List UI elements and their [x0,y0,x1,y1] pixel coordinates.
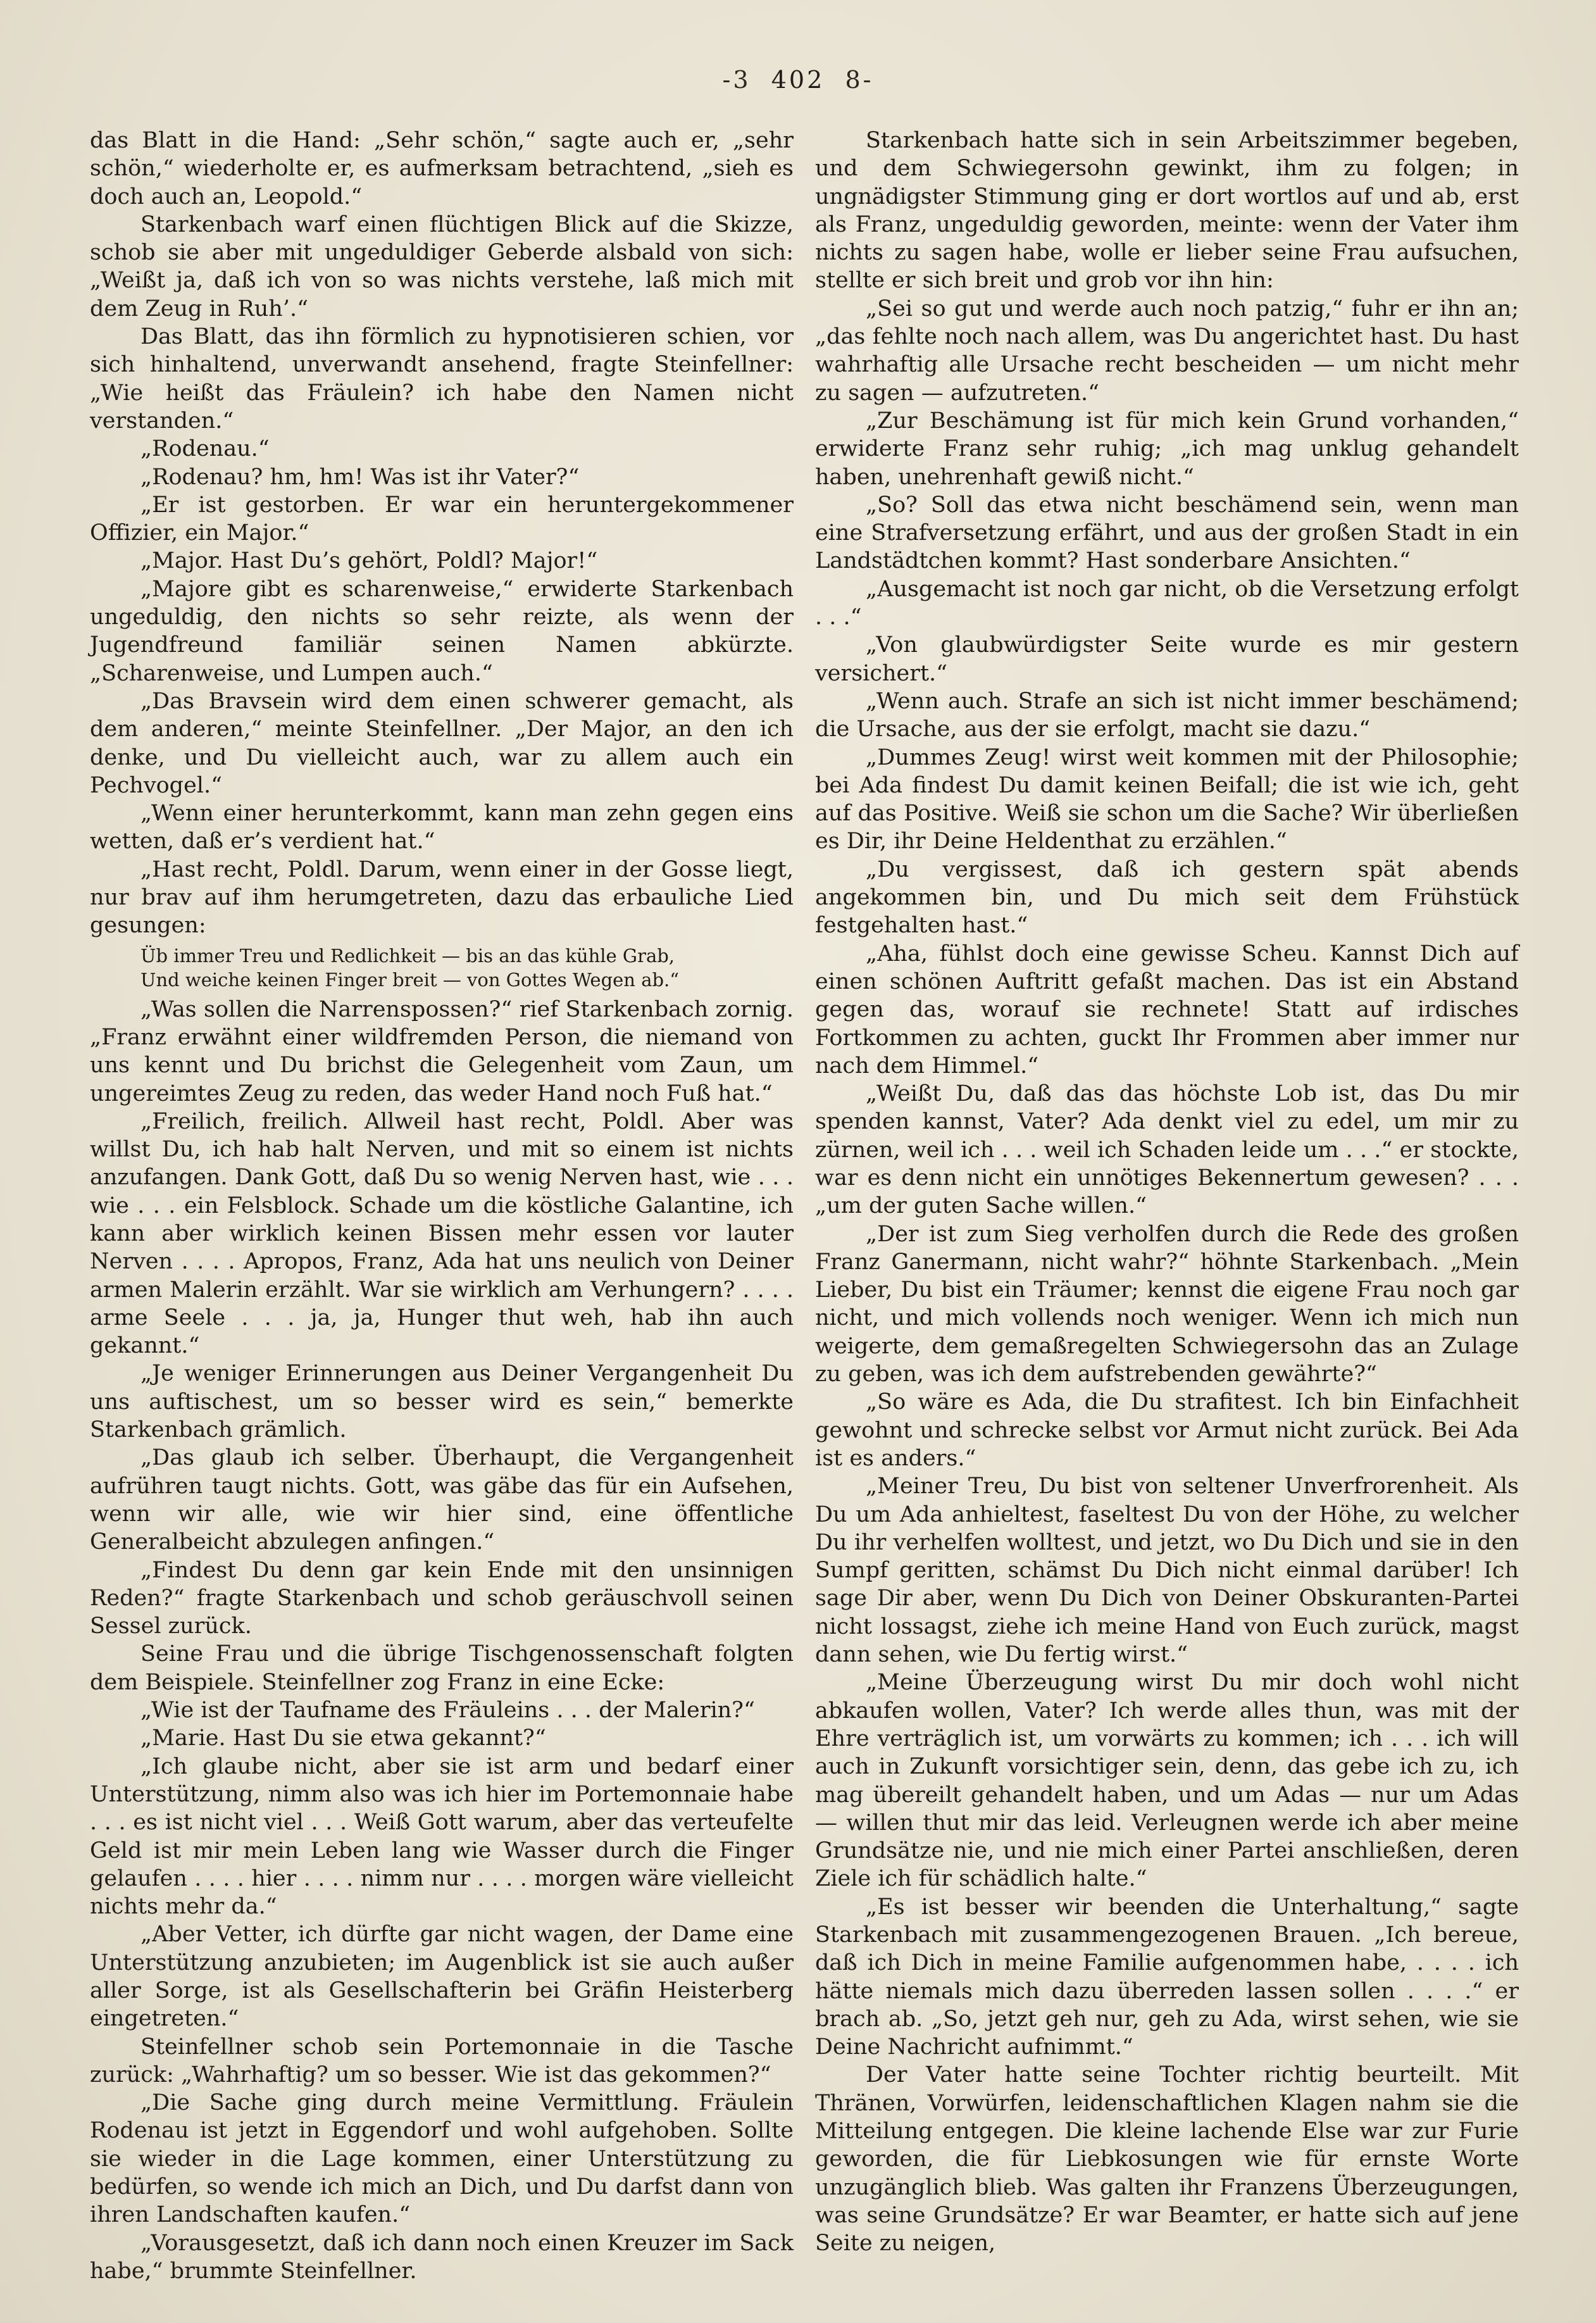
paragraph: „Aber Vetter, ich dürfte gar nicht wagen, der Dame eine Unterstützung anzubieten; im Augenblick ist sie auch außer aller Sorge, ist als Gesellschafterin bei Gräfin Heisterberg eingetreten.“ [90,1922,794,2032]
paragraph: „Ich glaube nicht, aber sie ist arm und bedarf einer Unterstützung, nimm also was ich hier im Portemonnaie habe . . . es ist nicht viel . . . Weiß Gott warum, aber das verteufelte Geld ist mir mein Leben lang wie Wasser durch die Finger gelaufen . . . . hier . . . . nimm nur . . . . morgen wäre vielleicht nichts mehr da.“ [90,1753,794,1920]
verse-line: Und weiche keinen Finger breit — von Gottes Wegen ab.“ [140,968,680,991]
paragraph: „Du vergissest, daß ich gestern spät abends angekommen bin, und Du mich seit dem Frühstück festgehalten hast.“ [815,856,1519,939]
verse-quote [140,944,794,992]
paragraph: „Es ist besser wir beenden die Unterhaltung,“ sagte Starkenbach mit zusammengezogenen Brauen. „Ich bereue, daß ich Dich in meine Familie aufgenommen habe, . . . . ich hätte niemals mich dazu überreden lassen sollen . . . .“ er brach ab. „So, jetzt geh nur, geh zu Ada, wirst sehen, wie sie Deine Nachricht aufnimmt.“ [815,1894,1519,2060]
paragraph: „Meiner Treu, Du bist von seltener Unverfrorenheit. Als Du um Ada anhieltest, faseltest Du von der Höhe, zu welcher Du ihr verhelfen wolltest, und jetzt, wo Du Dich und sie in den Sumpf geritten, schämst Du Dich nicht einmal darüber! Ich sage Dir aber, wenn Du Dich von Deiner Obskuranten-Partei nicht lossagst, ziehe ich meine Hand von Euch zurück, magst dann sehen, wie Du fertig wirst.“ [815,1474,1519,1668]
paragraph: „Dummes Zeug! wirst weit kommen mit der Philosophie; bei Ada findest Du damit keinen Beifall; die ist wie ich, geht auf das Positive. Weiß sie schon um die Sache? Wir überließen es Dir, ihr Deine Heldenthat zu erzählen.“ [815,744,1519,855]
paragraph: „Wie ist der Taufname des Fräuleins . . . der Malerin?“ [140,1698,755,1724]
paragraph: „Findest Du denn gar kein Ende mit den unsinnigen Reden?“ fragte Starkenbach und schob geräuschvoll seinen Sessel zurück. [90,1557,794,1639]
paragraph: „Vorausgesetzt, daß ich dann noch einen Kreuzer im Sack habe,“ brummte Steinfellner. [90,2230,794,2284]
paragraph: Starkenbach warf einen flüchtigen Blick auf die Skizze, schob sie aber mit ungeduldiger Geberde alsbald von sich: „Weißt ja, daß ich von so was nichts verstehe, laß mich mit dem Zeug in Ruh’.“ [90,211,794,322]
paragraph: das Blatt in die Hand: „Sehr schön,“ sagte auch er, „sehr schön,“ wiederholte er, es aufmerksam betrachtend, „sieh es doch auch an, Leopold.“ [90,128,794,210]
page-header [0,66,1596,94]
paragraph: „Rodenau? hm, hm! Was ist ihr Vater?“ [140,464,580,490]
paragraph: „Aha, fühlst doch eine gewisse Scheu. Kannst Dich auf einen schönen Auftritt gefaßt machen. Das ist ein Abstand gegen das, worauf sie rechnete! Statt auf irdisches Fortkommen zu achten, guckt Ihr Frommen aber immer nur nach dem Himmel.“ [815,941,1519,1079]
paragraph: „Weißt Du, daß das das höchste Lob ist, das Du mir spenden kannst, Vater? Ada denkt viel zu edel, um mir zu zürnen, weil ich . . . weil ich Schaden leide um . . .“ er stockte, war es denn nicht ein unnötiges Bekennertum gewesen? . . . „um der guten Sache willen.“ [815,1081,1519,1219]
paragraph: „Major. Hast Du’s gehört, Poldl? Major!“ [140,548,598,574]
paragraph: „Majore gibt es scharenweise,“ erwiderte Starkenbach ungeduldig, den nichts so sehr reizte, als wenn der Jugendfreund familiär seinen Namen abkürzte. „Scharenweise, und Lumpen auch.“ [90,576,794,686]
paragraph: „Marie. Hast Du sie etwa gekannt?“ [140,1725,546,1751]
paragraph: „Freilich, freilich. Allweil hast recht, Poldl. Aber was willst Du, ich hab halt Nerven, und mit so einem ist nichts anzufangen. Dank Gott, daß Du so wenig Nerven hast, wie . . . wie . . . ein Felsblock. Schade um die köstliche Galantine, ich kann aber wirklich keinen Bissen mehr essen vor lauter Nerven . . . . Apropos, Franz, Ada hat uns neulich von Deiner armen Malerin erzählt. War sie wirklich am Verhungern? . . . . arme Seele . . . ja, ja, Hunger thut weh, hab ihn auch gekannt.“ [90,1108,794,1359]
paragraph: „Der ist zum Sieg verholfen durch die Rede des großen Franz Ganermann, nicht wahr?“ höhnte Starkenbach. „Mein Lieber, Du bist ein Träumer; kennst die eigene Frau noch gar nicht, und mich vollends noch weniger. Wenn ich mich nun weigerte, dem gemaßregelten Schwiegersohn das an Zulage zu geben, was ich dem aufstrebenden gewährte?“ [815,1221,1519,1387]
left-ornament: -3 [722,66,751,94]
paragraph: „Das Bravsein wird dem einen schwerer gemacht, als dem anderen,“ meinte Steinfellner. „Der Major, an den ich denke, und Du vielleicht auch, war zu allem auch ein Pechvogel.“ [90,688,794,798]
paragraph: „Ausgemacht ist noch gar nicht, ob die Versetzung erfolgt . . .“ [815,576,1519,630]
left-column [90,127,794,2285]
paragraph: „Von glaubwürdigster Seite wurde es mir gestern versichert.“ [815,632,1519,686]
paragraph: Seine Frau und die übrige Tischgenossenschaft folgten dem Beispiele. Steinfellner zog Franz in eine Ecke: [90,1641,794,1695]
paragraph: „Er ist gestorben. Er war ein heruntergekommener Offizier, ein Major.“ [90,492,794,546]
paragraph: Das Blatt, das ihn förmlich zu hypnotisieren schien, vor sich hinhaltend, unverwandt ansehend, fragte Steinfellner: „Wie heißt das Fräulein? ich habe den Namen nicht verstanden.“ [90,324,794,434]
right-ornament: 8- [845,66,874,94]
paragraph: „Wenn einer herunterkommt, kann man zehn gegen eins wetten, daß er’s verdient hat.“ [90,801,794,855]
paragraph: „Die Sache ging durch meine Vermittlung. Fräulein Rodenau ist jetzt in Eggendorf und wohl aufgehoben. Sollte sie wieder in die Lage kommen, einer Unterstützung zu bedürfen, so wende ich mich an Dich, und Du darfst dann von ihren Landschaften kaufen.“ [90,2090,794,2228]
paragraph: „Hast recht, Poldl. Darum, wenn einer in der Gosse liegt, nur brav auf ihm herumgetreten, dazu das erbauliche Lied gesungen: [90,856,794,939]
paragraph: „Zur Beschämung ist für mich kein Grund vorhanden,“ erwiderte Franz sehr ruhig; „ich mag unklug gehandelt haben, unehrenhaft gewiß nicht.“ [815,408,1519,490]
paragraph: „Je weniger Erinnerungen aus Deiner Vergangenheit Du uns auftischest, um so besser wird es sein,“ bemerkte Starkenbach grämlich. [90,1361,794,1443]
paragraph: „Was sollen die Narrenspossen?“ rief Starkenbach zornig. „Franz erwähnt einer wildfremden Person, die niemand von uns kennt und Du brichst die Gelegenheit vom Zaun, um ungereimtes Zeug zu reden, das weder Hand noch Fuß hat.“ [90,996,794,1106]
paragraph: „So? Soll das etwa nicht beschämend sein, wenn man eine Strafversetzung erfährt, und aus der großen Stadt in ein Landstädtchen kommt? Hast sonderbare Ansichten.“ [815,492,1519,574]
verse-line: Üb immer Treu und Redlichkeit — bis an das kühle Grab, [140,944,675,967]
paragraph: Der Vater hatte seine Tochter richtig beurteilt. Mit Thränen, Vorwürfen, leidenschaftlichen Klagen nahm sie die Mitteilung entgegen. Die kleine lachende Else war zur Furie geworden, die für Liebkosungen wie für ernste Worte unzugänglich blieb. Was galten ihr Franzens Überzeugungen, was seine Grundsätze? Er war Beamter, er hatte sich auf jene Seite zu neigen, [815,2062,1519,2257]
paragraph: Steinfellner schob sein Portemonnaie in die Tasche zurück: „Wahrhaftig? um so besser. Wie ist das gekommen?“ [90,2034,794,2088]
paragraph: „Rodenau.“ [140,436,270,462]
paragraph: „Das glaub ich selber. Überhaupt, die Vergangenheit aufrühren taugt nichts. Gott, was gäbe das für ein Aufsehen, wenn wir alle, wie wir hier sind, eine öffentliche Generalbeicht abzulegen anfingen.“ [90,1445,794,1555]
paragraph: „Wenn auch. Strafe an sich ist nicht immer beschämend; die Ursache, aus der sie erfolgt, macht sie dazu.“ [815,688,1519,742]
paragraph: „So wäre es Ada, die Du strafitest. Ich bin Einfachheit gewohnt und schrecke selbst vor Armut nicht zurück. Bei Ada ist es anders.“ [815,1389,1519,1471]
paragraph: „Sei so gut und werde auch noch patzig,“ fuhr er ihn an; „das fehlte noch nach allem, was Du angerichtet hast. Du hast wahrhaftig alle Ursache recht bescheiden — um nicht mehr zu sagen — aufzutreten.“ [815,296,1519,406]
right-column [815,127,1519,2258]
page-number: 402 [771,66,825,94]
paragraph: Starkenbach hatte sich in sein Arbeitszimmer begeben, und dem Schwiegersohn gewinkt, ihm zu folgen; in ungnädigster Stimmung ging er dort wortlos auf und ab, erst als Franz, ungeduldig geworden, meinte: wenn der Vater ihm nichts zu sagen habe, wolle er lieber seine Frau aufsuchen, stellte er sich breit und grob vor ihn hin: [815,128,1519,294]
paragraph: „Meine Überzeugung wirst Du mir doch wohl nicht abkaufen wollen, Vater? Ich werde alles thun, was mit der Ehre verträglich ist, um vorwärts zu kommen; ich . . . ich will auch in Zukunft vorsichtiger sein, denn, das gebe ich zu, ich mag übereilt gehandelt haben, und um Adas — nur um Adas — willen thut mir das leid. Verleugnen werde ich aber meine Grundsätze nie, und nie mich einer Partei anschließen, deren Ziele ich für schädlich halte.“ [815,1670,1519,1892]
